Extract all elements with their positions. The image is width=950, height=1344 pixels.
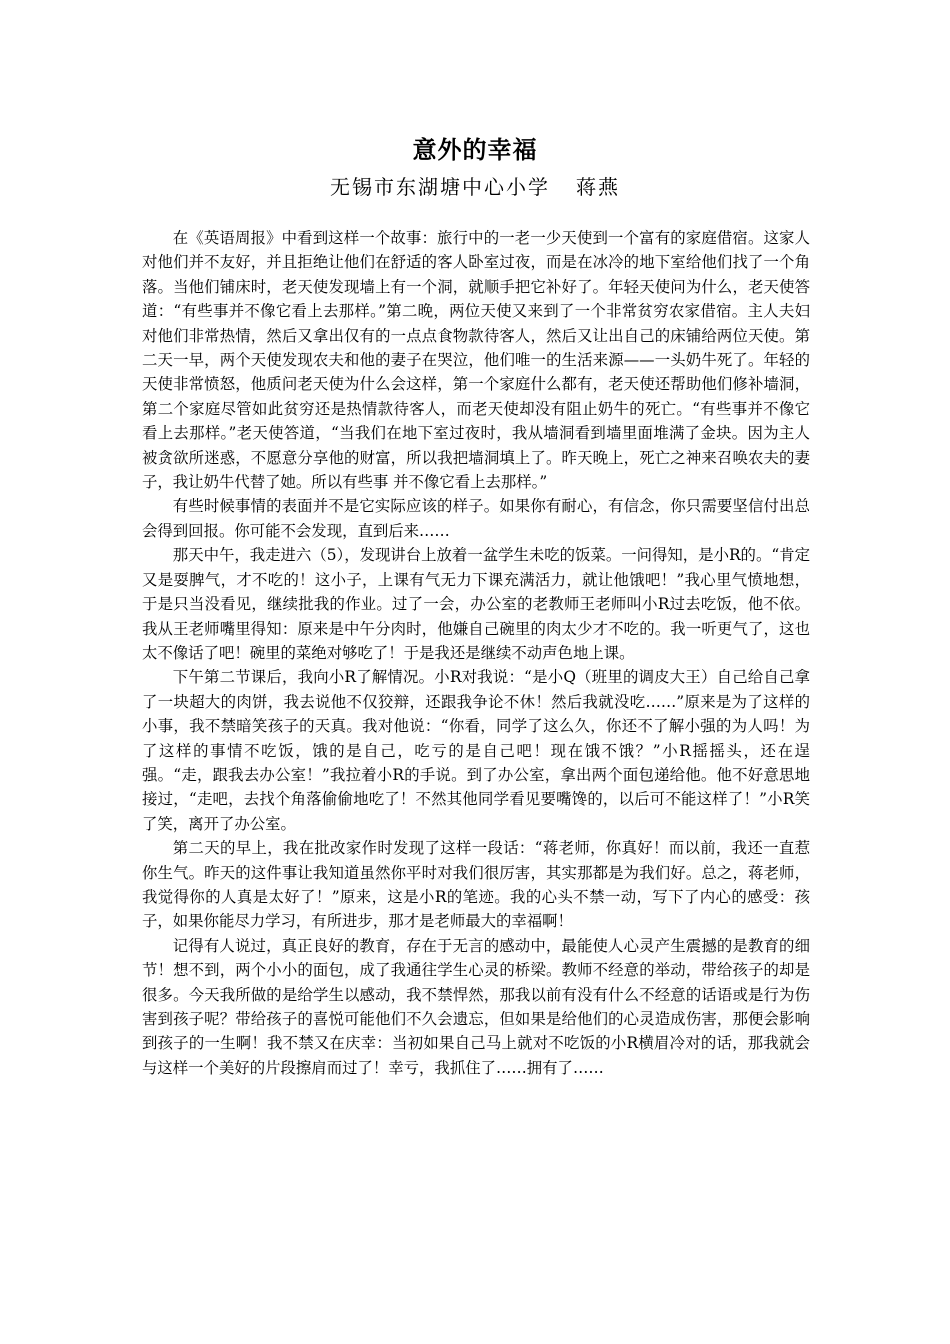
paragraph-4: 下午第二节课后，我向小R了解情况。小R对我说：“是小Q（班里的调皮大王）自己给自己拿了一块超大的肉饼，我去说他不仅狡辩，还跟我争论不休！然后我就没吃……”原来是为了这样的小事，我不禁暗笑孩子的天真。我对他说：“你看，同学了这么久，你还不了解小强的为人吗！为了这样的事情不吃饭，饿的是自己，吃亏的是自己吧！现在饿不饿？”小R摇摇头，还在逞强。“走，跟我去办公室！”我拉着小R的手说。到了办公室，拿出两个面包递给他。他不好意思地接过，“走吧，去找个角落偷偷地吃了！不然其他同学看见要嘴馋的，以后可不能这样了！”小R笑了笑，离开了办公室。 xyxy=(142,668,810,833)
document-title: 意外的幸福 xyxy=(412,136,538,164)
paragraph-5: 第二天的早上，我在批改家作时发现了这样一段话：“蒋老师，你真好！而以前，我还一直惹你生气。昨天的这件事让我知道虽然你平时对我们很厉害，其实那都是为我们好。总之，蒋老师，我觉得你的人真是太好了！”原来，这是小R的笔迹。我的心头不禁一动，写下了内心的感受：孩子，如果你能尽力学习，有所进步，那才是老师最大的幸福啊！ xyxy=(142,839,810,931)
paragraph-1: 在《英语周报》中看到这样一个故事：旅行中的一老一少天使到一个富有的家庭借宿。这家人对他们并不友好，并且拒绝让他们在舒适的客人卧室过夜，而是在冰冷的地下室给他们找了一个角落。当他们铺床时，老天使发现墙上有一个洞，就顺手把它补好了。年轻天使问为什么，老天使答道：“有些事并不像它看上去那样。”第二晚，两位天使又来到了一个非常贫穷农家借宿。主人夫妇对他们非常热情，然后又拿出仅有的一点点食物款待客人，然后又让出自己的床铺给两位天使。第二天一早，两个天使发现农夫和他的妻子在哭泣，他们唯一的生活来源——一头奶牛死了。年轻的天使非常愤怒，他质问老天使为什么会这样，第一个家庭什么都有，老天使还帮助他们修补墙洞，第二个家庭尽管如此贫穷还是热情款待客人，而老天使却没有阻止奶牛的死亡。“有些事并不像它看上去那样。”老天使答道，“当我们在地下室过夜时，我从墙洞看到墙里面堆满了金块。因为主人被贪欲所迷惑，不愿意分享他的财富，所以我把墙洞填上了。昨天晚上，死亡之神来召唤农夫的妻子，我让奶牛代替了她。所以有些事 并不像它看上去那样。” xyxy=(142,229,810,492)
author-line xyxy=(0,173,950,201)
paragraph-6: 记得有人说过，真正良好的教育，存在于无言的感动中，最能使人心灵产生震撼的是教育的细节！想不到，两个小小的面包，成了我通往学生心灵的桥梁。教师不经意的举动，带给孩子的却是很多。今天我所做的是给学生以感动，我不禁悍然，那我以前有没有什么不经意的话语或是行为伤害到孩子呢？带给孩子的喜悦可能他们不久会遗忘，但如果是给他们的心灵造成伤害，那便会影响到孩子的一生啊！我不禁又在庆幸：当初如果自己马上就对不吃饭的小R横眉冷对的话，那我就会与这样一个美好的片段擦肩而过了！幸亏，我抓住了……拥有了…… xyxy=(142,936,810,1077)
author-name: 蒋燕 xyxy=(576,175,620,199)
paragraph-2: 有些时候事情的表面并不是它实际应该的样子。如果你有耐心，有信念，你只需要坚信付出总会得到回报。你可能不会发现，直到后来…… xyxy=(142,497,810,540)
paragraph-3: 那天中午，我走进六（5），发现讲台上放着一盆学生未吃的饭菜。一问得知，是小R的。“肯定又是耍脾气，才不吃的！这小子，上课有气无力下课充满活力，就让他饿吧！”我心里气愤地想，于是只当没看见，继续批我的作业。过了一会，办公室的老教师王老师叫小R过去吃饭，他不依。我从王老师嘴里得知：原来是中午分肉时，他嫌自己碗里的肉太少才不吃的。我一听更气了，这也太不像话了吧！碗里的菜绝对够吃了！于是我还是继续不动声色地上课。 xyxy=(142,546,810,662)
article-body xyxy=(142,226,810,1080)
author-school: 无锡市东湖塘中心小学 xyxy=(330,175,550,199)
